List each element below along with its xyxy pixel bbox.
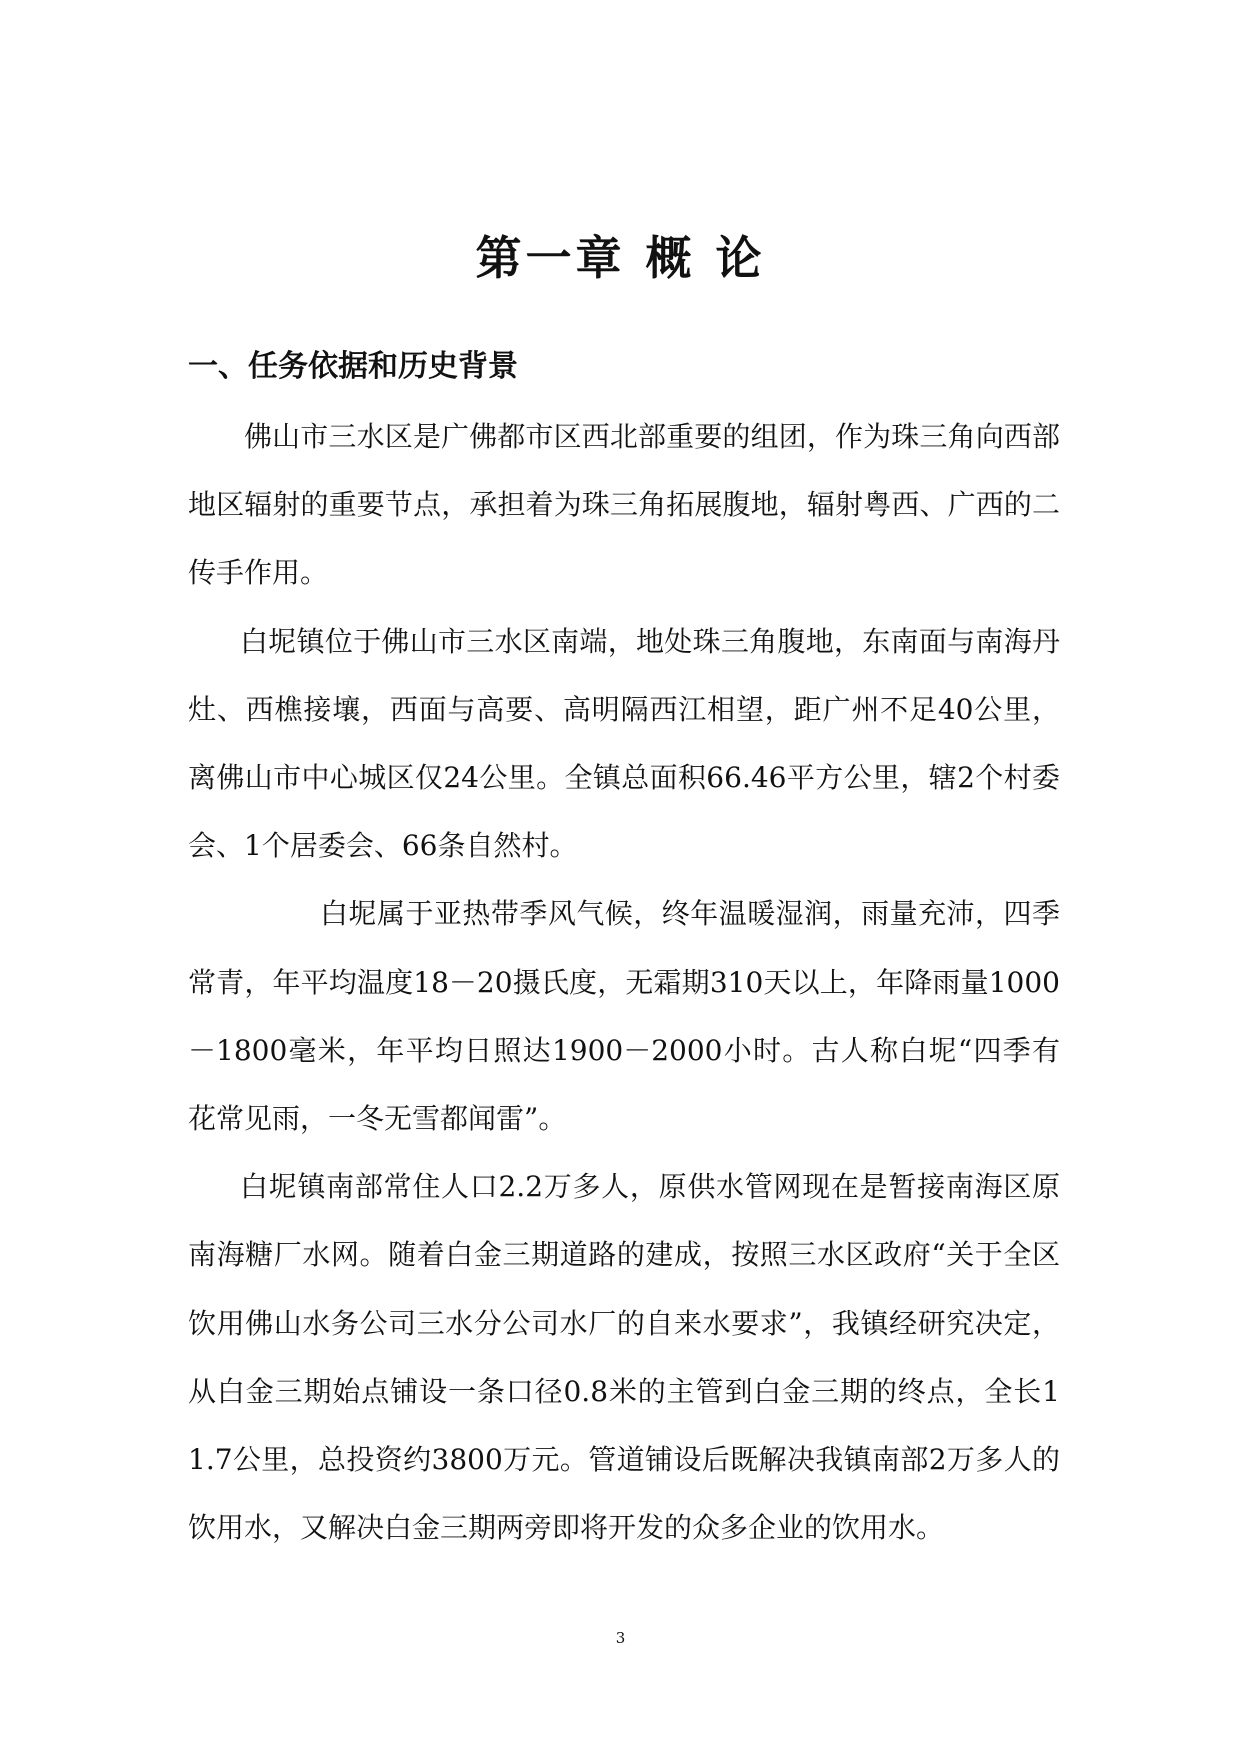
paragraph-water-supply: 白坭镇南部常住人口2.2万多人，原供水管网现在是暂接南海区原南海糖厂水网。随着白金三期道路的建成，按照三水区政府“关于全区饮用佛山水务公司三水分公司水厂的自来水要求”，我镇经研究决定，从白金三期始点铺设一条口径0.8米的主管到白金三期的终点，全长11.7公里，总投资约3800万元。管道铺设后既解决我镇南部2万多人的饮用水，又解决白金三期两旁即将开发的众多企业的饮用水。 <box>188 1170 1060 1545</box>
page-number: 3 <box>615 1629 626 1647</box>
paragraph-climate: 白坭属于亚热带季风气候，终年温暖湿润，雨量充沛，四季常青，年平均温度18－20摄氏度，无霜期310天以上，年降雨量1000－1800毫米，年平均日照达1900－2000小时。古人称白坭“四季有花常见雨，一冬无雪都闻雷”。 <box>188 897 1060 1136</box>
paragraph-regional-role: 佛山市三水区是广佛都市区西北部重要的组团，作为珠三角向西部地区辐射的重要节点，承担着为珠三角拓展腹地，辐射粤西、广西的二传手作用。 <box>188 420 1060 590</box>
paragraph-location: 白坭镇位于佛山市三水区南端，地处珠三角腹地，东南面与南海丹灶、西樵接壤，西面与高要、高明隔西江相望，距广州不足40公里，离佛山市中心城区仅24公里。全镇总面积66.46平方公里，辖2个村委会、1个居委会、66条自然村。 <box>188 624 1060 863</box>
section-heading: 一、任务依据和历史背景 <box>188 349 518 384</box>
chapter-title: 第一章 概 论 <box>475 231 766 285</box>
body-text <box>188 403 1060 1562</box>
